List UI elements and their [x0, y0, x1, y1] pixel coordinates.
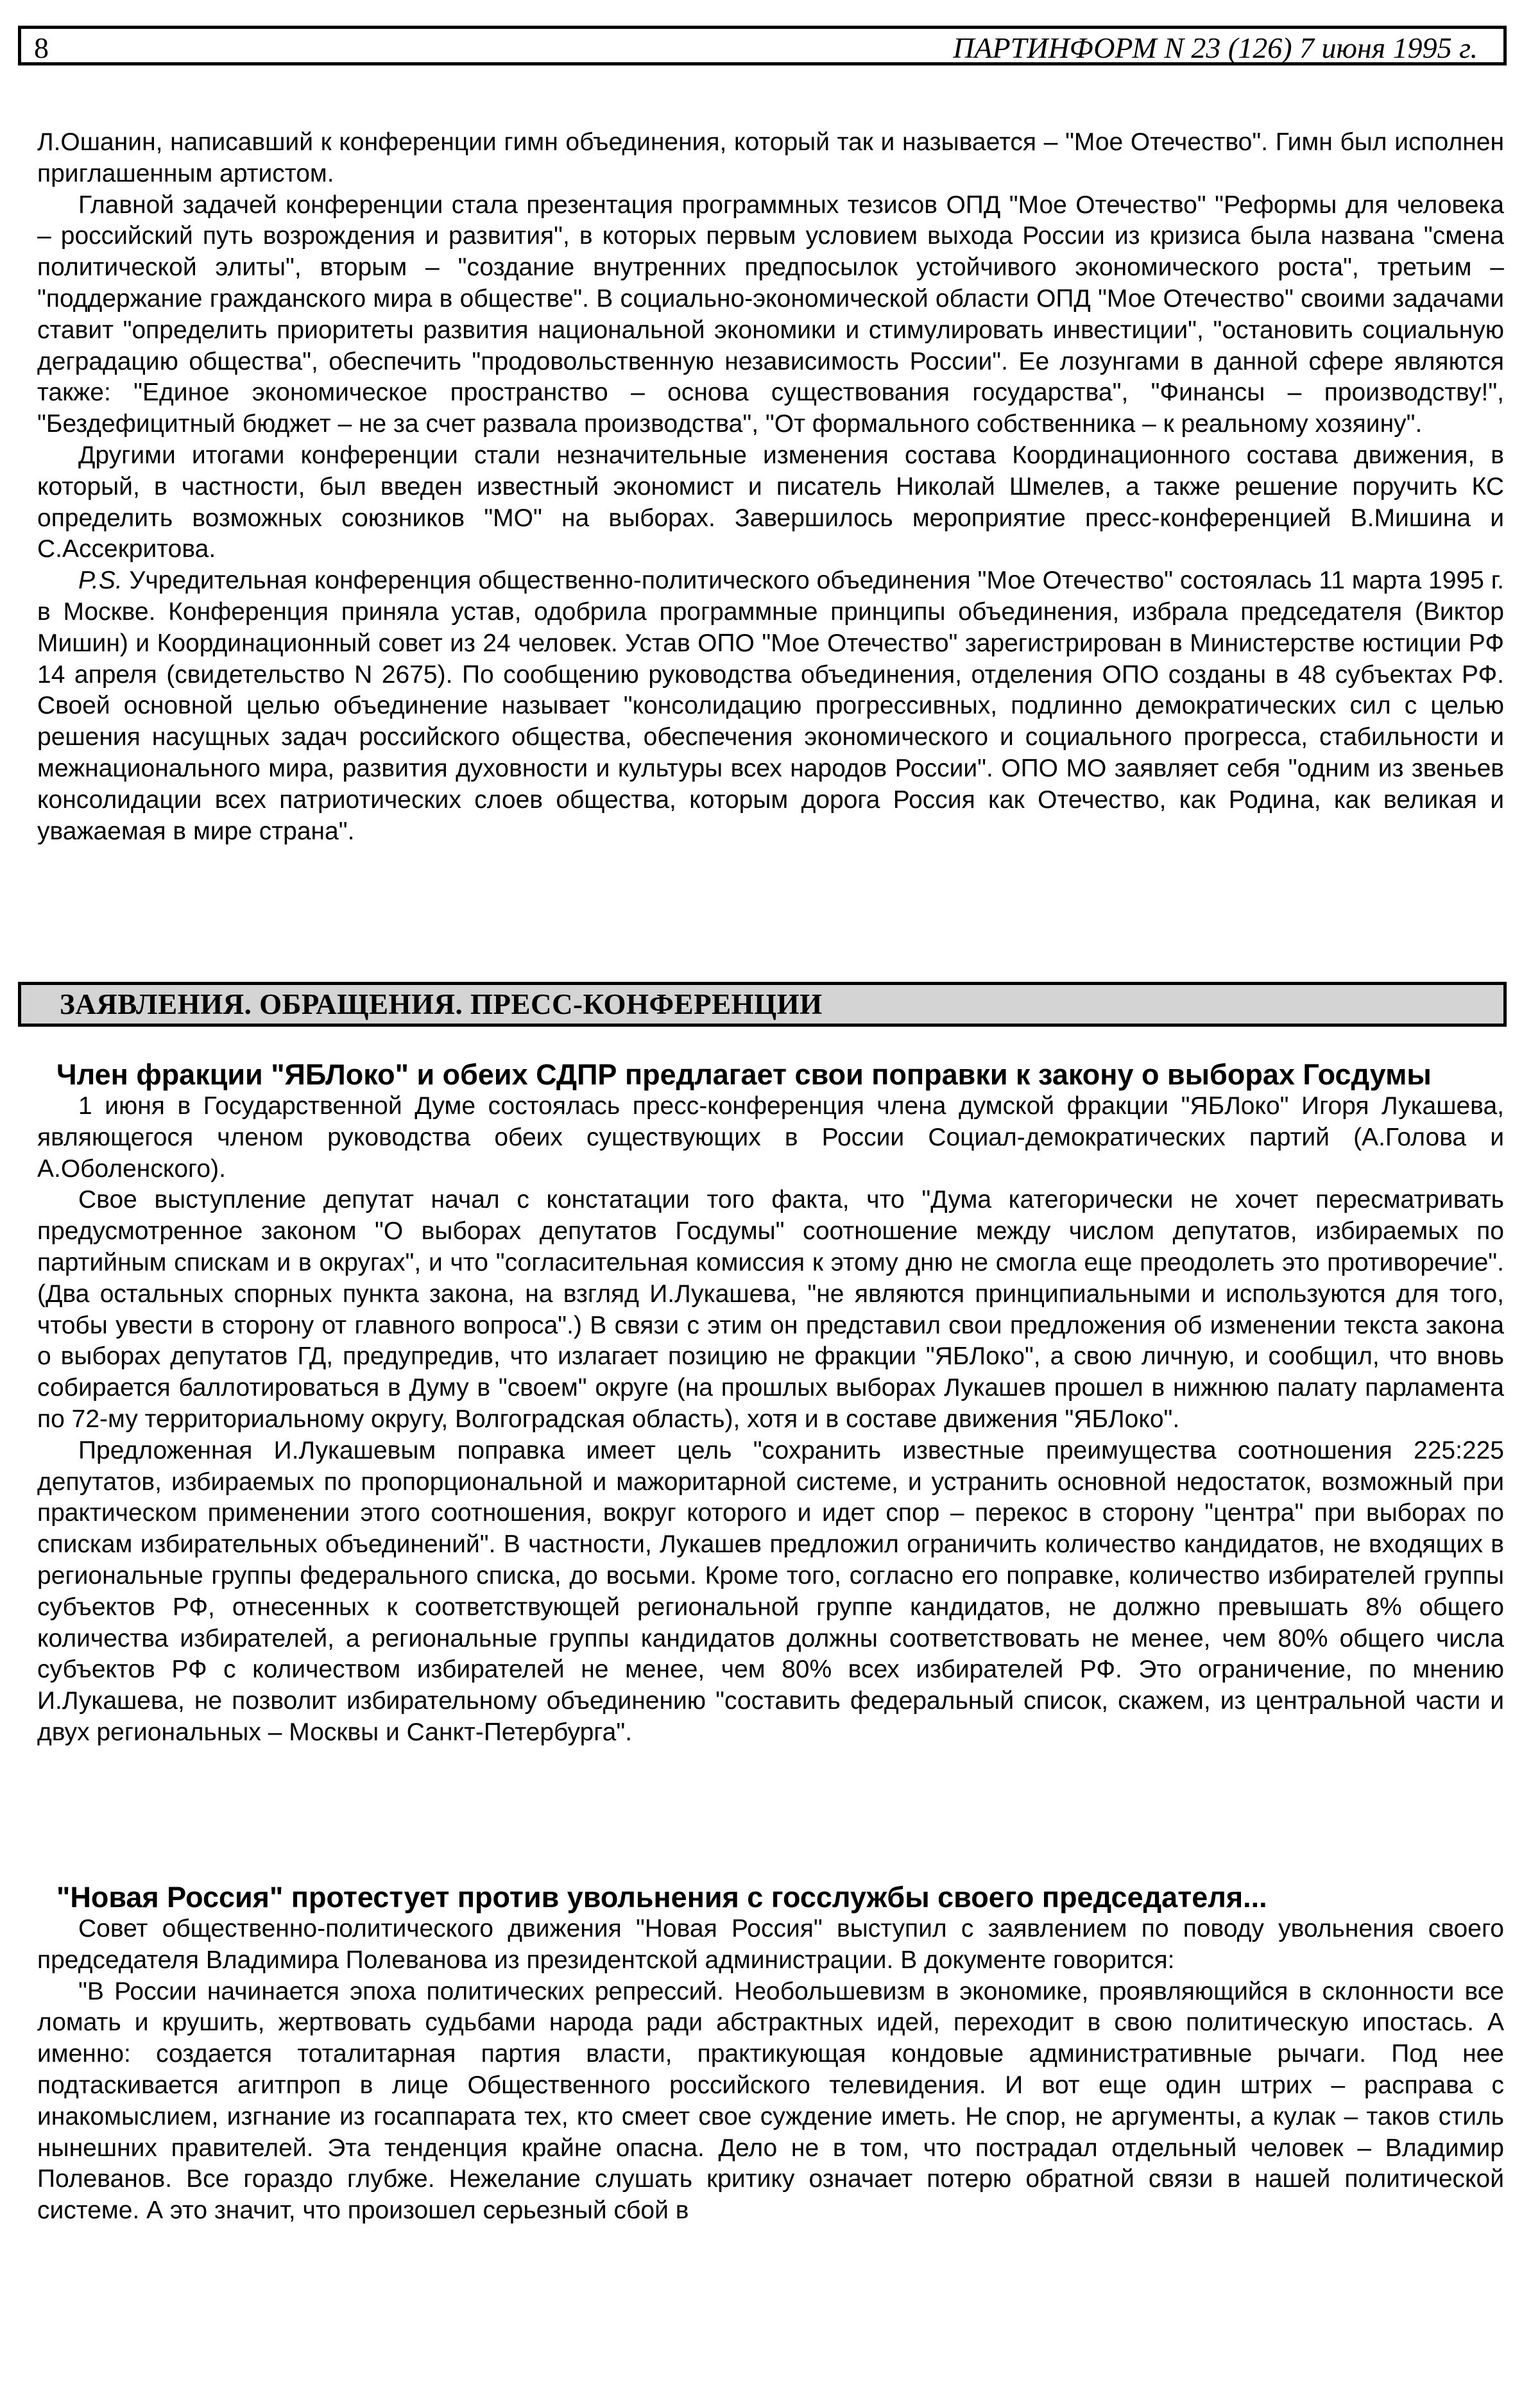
- page-number: 8: [34, 31, 49, 64]
- article-title: Член фракции "ЯБЛоко" и обеих СДПР предлагает свои поправки к закону о выборах Госдумы: [56, 1058, 1432, 1091]
- ps-label: P.S.: [78, 567, 123, 595]
- publication-title: ПАРТИНФОРМ N 23 (126) 7 июня 1995 г.: [953, 31, 1478, 64]
- article-lukashev: [37, 1059, 1504, 1749]
- article-new-russia: [37, 1881, 1504, 2227]
- ps-text: Учредительная конференция общественно-политического объединения "Мое Отечество" состоялась 11 марта 1995 г. в Москве. Конференция приняла устав, одобрила программные принципы объединения, избрала председателя (Виктор Мишин) и Координационный совет из 24 человек. Устав ОПО "Мое Отечество" зарегистрирован в Министерстве юстиции РФ 14 апреля (свидетельство N 2675). По сообщению руководства объединения, отделения ОПО созданы в 48 субъектах РФ. Своей основной целью объединение называет "консолидацию прогрессивных, подлинно демократических сил с целью решения насущных задач российского общества, обеспечения экономического и социального прогресса, стабильности и межнационального мира, развития духовности и культуры всех народов России". ОПО МО заявляет себя "одним из звеньев консолидации всех патриотических слоев общества, которым дорога Россия как Отечество, как Родина, как великая и уважаемая в мире страна".: [37, 567, 1504, 845]
- paragraph: Другими итогами конференции стали незначительные изменения состава Координационного состава движения, в который, в частности, был введен известный экономист и писатель Николай Шмелев, а также решение поручить КС определить возможных союзников "МО" на выборах. Завершилось мероприятие пресс-конференцией В.Мишина и С.Ассекритова.: [37, 441, 1504, 563]
- paragraph: Предложенная И.Лукашевым поправка имеет цель "сохранить известные преимущества соотношения 225:225 депутатов, избираемых по пропорциональной и мажоритарной системе, и устранить основной недостаток, возможный при практическом применении этого соотношения, вокруг которого и идет спор – перекос в сторону "центра" при выборах по спискам избирательных объединений". В частности, Лукашев предложил ограничить количество кандидатов, не входящих в региональные группы федерального списка, до восьми. Кроме того, согласно его поправке, количество избирателей группы субъектов РФ, отнесенных к соответствующей региональной группе кандидатов, не должно превышать 8% общего количества избирателей, а региональные группы кандидатов должны соответствовать не менее, чем 80% общего числа субъектов РФ с количеством избирателей не менее, чем 80% всех избирателей РФ. Это ограничение, по мнению И.Лукашева, не позволит избирательному объединению "составить федеральный список, скажем, из центральной части и двух региональных – Москвы и Санкт-Петербурга".: [37, 1436, 1504, 1746]
- paragraph: Совет общественно-политического движения "Новая Россия" выступил с заявлением по поводу увольнения своего председателя Владимира Полеванова из президентской администрации. В документе говорится:: [37, 1915, 1504, 1974]
- paragraph: Л.Ошанин, написавший к конференции гимн объединения, который так и называется – "Мое Отечество". Гимн был исполнен приглашенным артистом.: [37, 128, 1504, 187]
- paragraph: 1 июня в Государственной Думе состоялась пресс-конференция члена думской фракции "ЯБЛоко" Игоря Лукашева, являющегося членом руководства обеих существующих в России Социал-демократических партий (А.Голова и А.Оболенского).: [37, 1092, 1504, 1183]
- section-heading: ЗАЯВЛЕНИЯ. ОБРАЩЕНИЯ. ПРЕСС-КОНФЕРЕНЦИИ: [18, 982, 1507, 1027]
- postscript-paragraph: [37, 565, 1504, 847]
- paragraph: Свое выступление депутат начал с констатации того факта, что "Дума категорически не хочет пересматривать предусмотренное законом "О выборах депутатов Госдумы" соотношение между числом депутатов, избираемых по партийным спискам и в округах", и что "согласительная комиссия к этому дню не смогла еще преодолеть это противоречие". (Два остальных спорных пункта закона, на взгляд И.Лукашева, "не являются принципиальными и используются для того, чтобы увести в сторону от главного вопроса".) В связи с этим он представил свои предложения об изменении текста закона о выборах депутатов ГД, предупредив, что излагает позицию не фракции "ЯБЛоко", а свою личную, и сообщил, что вновь собирается баллотироваться в Думу в "своем" округе (на прошлых выборах Лукашев прошел в нижнюю палату парламента по 72-му территориальному округу, Волгоградская область), хотя и в составе движения "ЯБЛоко".: [37, 1186, 1504, 1433]
- paragraph: "В России начинается эпоха политических репрессий. Необольшевизм в экономике, проявляющийся в склонности все ломать и крушить, жертвовать судьбами народа ради абстрактных идей, переходит в свою политическую ипостась. А именно: создается тоталитарная партия власти, практикующая кондовые административные рычаги. Под нее подтаскивается агитпроп в лице Общественного российского телевидения. И вот еще один штрих – расправа с инакомыслием, изгнание из госаппарата тех, кто смеет свое суждение иметь. Не спор, не аргументы, а кулак – таков стиль нынешних правителей. Эта тенденция крайне опасна. Дело не в том, что пострадал отдельный человек – Владимир Полеванов. Все гораздо глубже. Нежелание слушать критику означает потерю обратной связи в нашей политической системе. А это значит, что произошел серьезный сбой в: [37, 1977, 1504, 2225]
- article-title: "Новая Россия" протестует против увольнения с госслужбы своего председателя...: [56, 1881, 1267, 1914]
- paragraph: Главной задачей конференции стала презентация программных тезисов ОПД "Мое Отечество" "Реформы для человека – российский путь возрождения и развития", в которых первым условием выхода России из кризиса была названа "смена политической элиты", вторым – "создание внутренних предпосылок устойчивого экономического роста", третьим – "поддержание гражданского мира в обществе". В социально-экономической области ОПД "Мое Отечество" своими задачами ставит "определить приоритеты развития национальной экономики и стимулировать инвестиции", "остановить социальную деградацию общества", обеспечить "продовольственную независимость России". Ее лозунгами в данной сфере являются также: "Единое экономическое пространство – основа существования государства", "Финансы – производству!", "Бездефицитный бюджет – не за счет развала производства", "От формального собственника – к реальному хозяину".: [37, 191, 1504, 438]
- page-header: [18, 26, 1507, 65]
- continued-article: [37, 127, 1504, 847]
